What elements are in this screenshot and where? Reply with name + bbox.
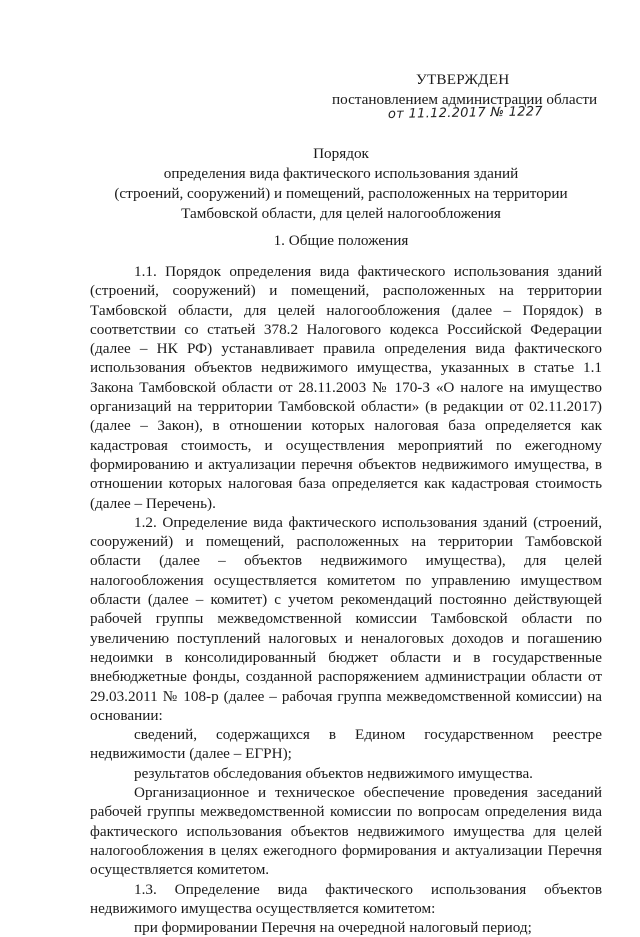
approval-heading: УТВЕРЖДЕН	[416, 71, 510, 88]
list-item-survey: результатов обследования объектов недвижимого имущества.	[134, 764, 533, 782]
paragraph-organizational: Организационное и техническое обеспечение проведения заседаний рабочей группы межведомственной комиссии по вопросам определения вида фактического использования объектов недвижимого имущества для целей налогообложения в целях ежегодного формирования и актуализации Перечня осуществляется комитетом.	[90, 784, 602, 879]
section-heading: 1. Общие положения	[273, 232, 409, 249]
title-line-3: (строений, сооружений) и помещений, расположенных на территории	[114, 185, 568, 202]
handwritten-date-number: от 11.12.2017 № 1227	[387, 104, 544, 123]
list-item-formation: при формировании Перечня на очередной налоговый период;	[134, 919, 532, 937]
title-line-1: Порядок	[313, 145, 369, 162]
title-line-4: Тамбовской области, для целей налогообложения	[181, 205, 501, 222]
document-body	[90, 262, 602, 937]
title-line-2: определения вида фактического использования зданий	[163, 165, 519, 182]
paragraph-1-3: 1.3. Определение вида фактического использования объектов недвижимого имущества осуществляется комитетом:	[90, 880, 602, 917]
approval-line: постановлением администрации области	[332, 91, 598, 108]
list-item-egrn: сведений, содержащихся в Едином государственном реестре недвижимости (далее – ЕГРН);	[90, 726, 602, 763]
document-title	[90, 144, 592, 224]
paragraph-1-2: 1.2. Определение вида фактического использования зданий (строений, сооружений) и помещений, расположенных на территории Тамбовской области (далее – объектов недвижимого имущества), для целей налогообложения осуществляется комитетом по управлению имуществом области (далее – комитет) с учетом рекомендаций постоянно действующей рабочей группы межведомственной комиссии Тамбовской области по увеличению поступлений налоговых и неналоговых доходов и погашению недоимки в консолидированный бюджет области и в государственные внебюджетные фонды, созданной распоряжением администрации области от 29.03.2011 № 108-р (далее – рабочая группа межведомственной комиссии) на основании:	[90, 513, 602, 724]
paragraph-1-1: 1.1. Порядок определения вида фактического использования зданий (строений, сооружений) и помещений, расположенных на территории Тамбовской области, для целей налогообложения (далее – Порядок) в соответствии со статьей 378.2 Налогового кодекса Российской Федерации (далее – НК РФ) устанавливает правила определения вида фактического использования объектов недвижимого имущества, указанных в статье 1.1 Закона Тамбовской области от 28.11.2003 № 170-З «О налоге на имущество организаций на территории Тамбовской области» (в редакции от 02.11.2017) (далее – Закон), в отношении которых налоговая база определяется как кадастровая стоимость, и осуществления мероприятий по ежегодному формированию и актуализации перечня объектов недвижимого имущества, в отношении которых налоговая база определяется как кадастровая стоимость (далее – Перечень).	[90, 263, 602, 512]
approval-stamp	[332, 70, 602, 126]
